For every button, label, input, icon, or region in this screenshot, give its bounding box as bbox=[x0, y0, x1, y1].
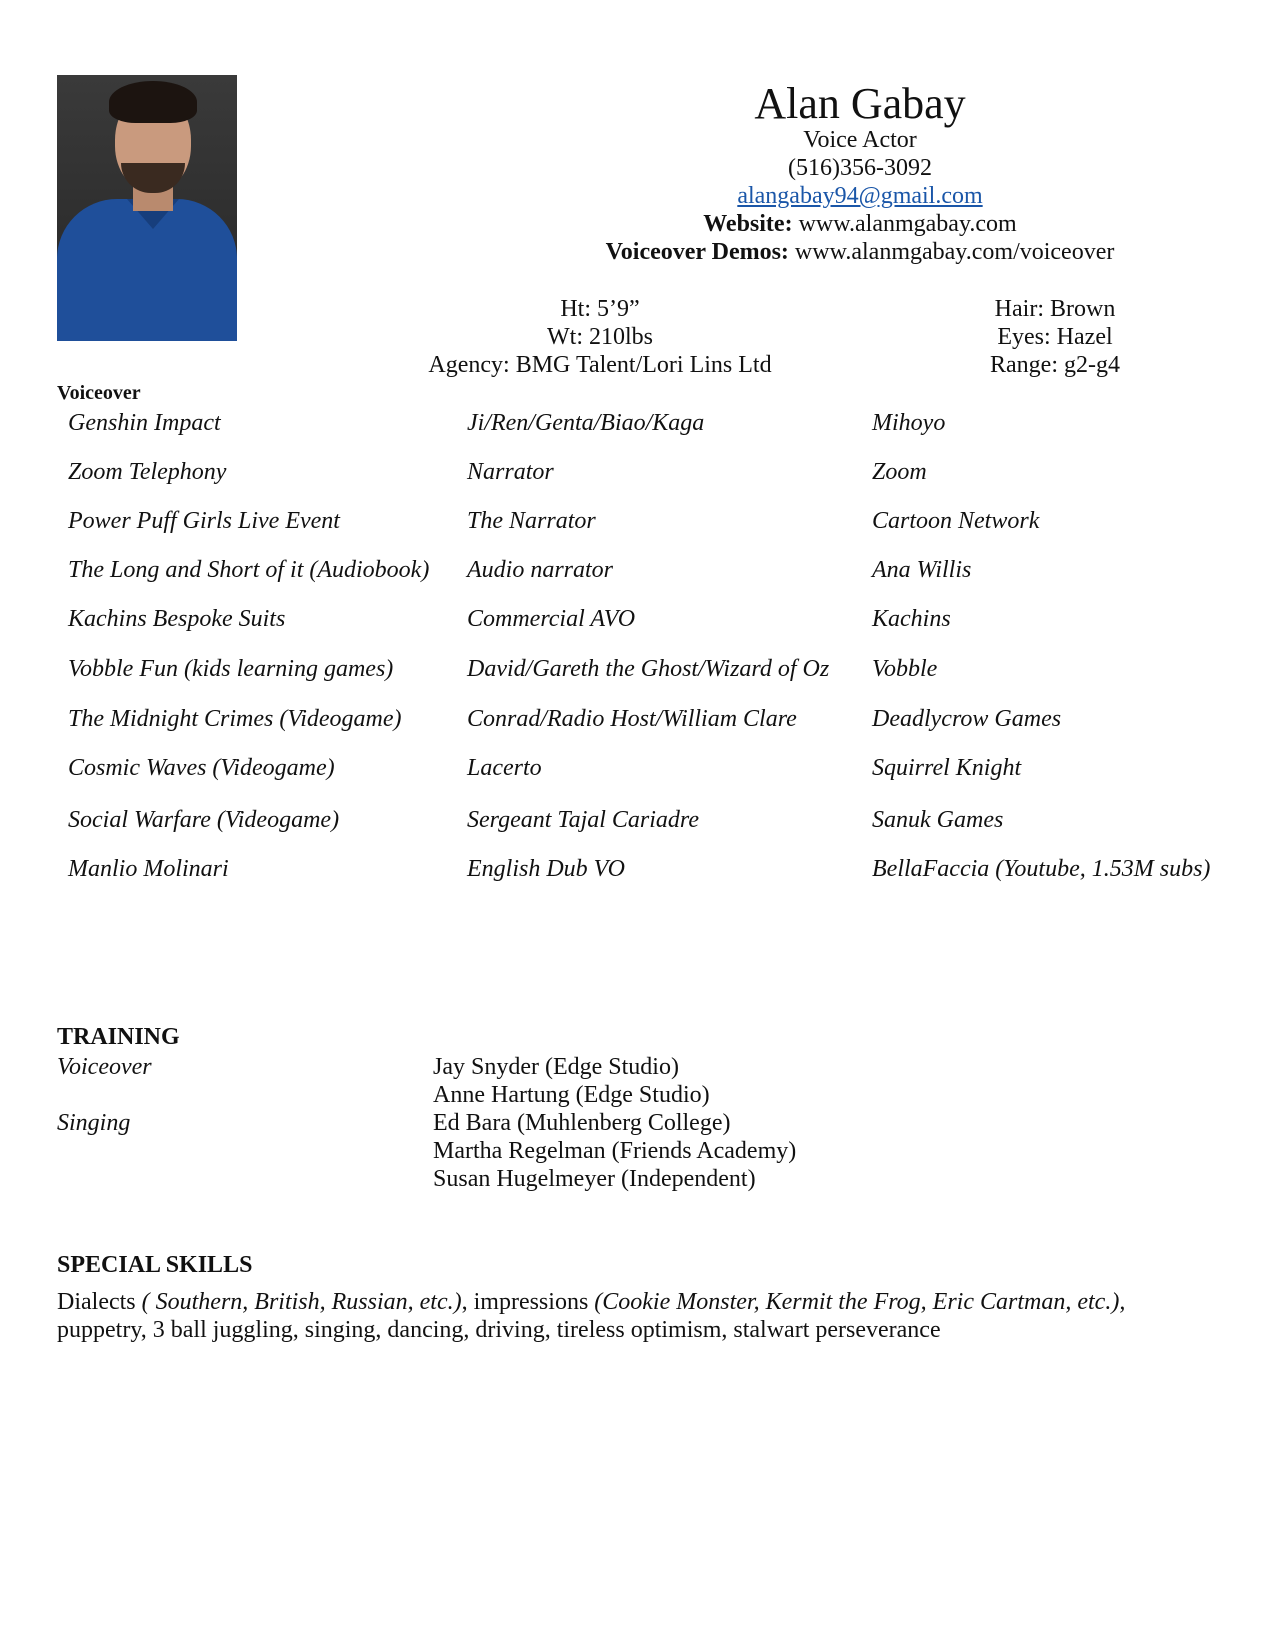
credit-project: The Midnight Crimes (Videogame) bbox=[68, 706, 402, 732]
credit-row bbox=[0, 656, 1275, 686]
email-line bbox=[570, 182, 1150, 210]
skills-dialects: Dialects bbox=[57, 1289, 136, 1315]
credit-role: Conrad/Radio Host/William Clare bbox=[467, 706, 797, 732]
credit-company: Sanuk Games bbox=[872, 807, 1004, 833]
credit-company: Squirrel Knight bbox=[872, 755, 1022, 781]
credit-company: Mihoyo bbox=[872, 410, 946, 436]
headshot-photo bbox=[57, 75, 237, 341]
credit-project: Cosmic Waves (Videogame) bbox=[68, 755, 335, 781]
credit-row bbox=[0, 557, 1275, 587]
credit-company: Vobble bbox=[872, 656, 938, 682]
credit-project: Zoom Telephony bbox=[68, 459, 227, 485]
credit-role: Commercial AVO bbox=[467, 606, 636, 632]
credit-row bbox=[0, 410, 1275, 440]
credit-role: David/Gareth the Ghost/Wizard of Oz bbox=[467, 656, 830, 682]
credit-project: Vobble Fun (kids learning games) bbox=[68, 656, 394, 682]
photo-beard bbox=[121, 163, 185, 193]
weight-stat: Wt: 210lbs bbox=[547, 324, 653, 350]
skills-impressions: , impressions bbox=[461, 1289, 589, 1315]
photo-hair bbox=[109, 81, 197, 123]
range-stat: Range: g2-g4 bbox=[990, 352, 1120, 378]
credit-company: Zoom bbox=[872, 459, 927, 485]
training-category-singing: Singing bbox=[57, 1110, 131, 1136]
credit-row bbox=[0, 856, 1275, 886]
credit-company: Deadlycrow Games bbox=[872, 706, 1062, 732]
credit-company: BellaFaccia (Youtube, 1.53M subs) bbox=[872, 856, 1211, 882]
height-stat: Ht: 5’9” bbox=[560, 296, 640, 322]
credit-row bbox=[0, 807, 1275, 837]
skills-text bbox=[57, 1288, 1237, 1344]
skills-heading: SPECIAL SKILLS bbox=[57, 1252, 253, 1278]
demos-label: Voiceover Demos: bbox=[605, 239, 789, 265]
credit-company: Kachins bbox=[872, 606, 951, 632]
website-label: Website: bbox=[703, 211, 793, 237]
credit-project: Social Warfare (Videogame) bbox=[68, 807, 340, 833]
skills-rest: puppetry, 3 ball juggling, singing, dancing, driving, tireless optimism, stalwart perseverance bbox=[57, 1317, 941, 1343]
credit-role: Lacerto bbox=[467, 755, 542, 781]
email-link[interactable]: alangabay94@gmail.com bbox=[737, 183, 983, 209]
skills-impressions-examples: (Cookie Monster, Kermit the Frog, Eric Cartman, etc.), bbox=[594, 1289, 1126, 1315]
credit-role: The Narrator bbox=[467, 508, 596, 534]
agency-stat: Agency: BMG Talent/Lori Lins Ltd bbox=[428, 352, 772, 378]
credit-row bbox=[0, 706, 1275, 736]
skills-dialects-examples: ( Southern, British, Russian, etc.) bbox=[141, 1289, 462, 1315]
hair-stat: Hair: Brown bbox=[994, 296, 1116, 322]
credit-project: Manlio Molinari bbox=[68, 856, 229, 882]
demos-line bbox=[570, 238, 1150, 266]
credit-role: Narrator bbox=[467, 459, 554, 485]
credit-role: English Dub VO bbox=[467, 856, 625, 882]
training-teacher: Susan Hugelmeyer (Independent) bbox=[433, 1166, 756, 1192]
training-teacher: Ed Bara (Muhlenberg College) bbox=[433, 1110, 731, 1136]
training-teacher: Jay Snyder (Edge Studio) bbox=[433, 1054, 679, 1080]
training-teacher: Anne Hartung (Edge Studio) bbox=[433, 1082, 710, 1108]
credit-row bbox=[0, 606, 1275, 636]
credit-row bbox=[0, 508, 1275, 538]
credit-row bbox=[0, 755, 1275, 785]
credit-project: Kachins Bespoke Suits bbox=[68, 606, 286, 632]
actor-title: Voice Actor bbox=[803, 127, 917, 153]
phone-number: (516)356-3092 bbox=[788, 155, 932, 181]
credit-row bbox=[0, 459, 1275, 489]
website-url: www.alanmgabay.com bbox=[798, 211, 1017, 237]
credit-role: Audio narrator bbox=[467, 557, 614, 583]
credit-company: Ana Willis bbox=[872, 557, 972, 583]
eyes-stat: Eyes: Hazel bbox=[997, 324, 1113, 350]
training-heading: TRAINING bbox=[57, 1024, 180, 1050]
credit-company: Cartoon Network bbox=[872, 508, 1040, 534]
voiceover-heading: Voiceover bbox=[57, 382, 141, 404]
credit-role: Ji/Ren/Genta/Biao/Kaga bbox=[467, 410, 705, 436]
training-teacher: Martha Regelman (Friends Academy) bbox=[433, 1138, 797, 1164]
demos-url: www.alanmgabay.com/voiceover bbox=[794, 239, 1115, 265]
training-category-voiceover: Voiceover bbox=[57, 1054, 152, 1080]
website-line bbox=[570, 210, 1150, 238]
actor-name: Alan Gabay bbox=[754, 79, 966, 128]
credit-project: The Long and Short of it (Audiobook) bbox=[68, 557, 430, 583]
credit-role: Sergeant Tajal Cariadre bbox=[467, 807, 700, 833]
credit-project: Power Puff Girls Live Event bbox=[68, 508, 340, 534]
credit-project: Genshin Impact bbox=[68, 410, 221, 436]
